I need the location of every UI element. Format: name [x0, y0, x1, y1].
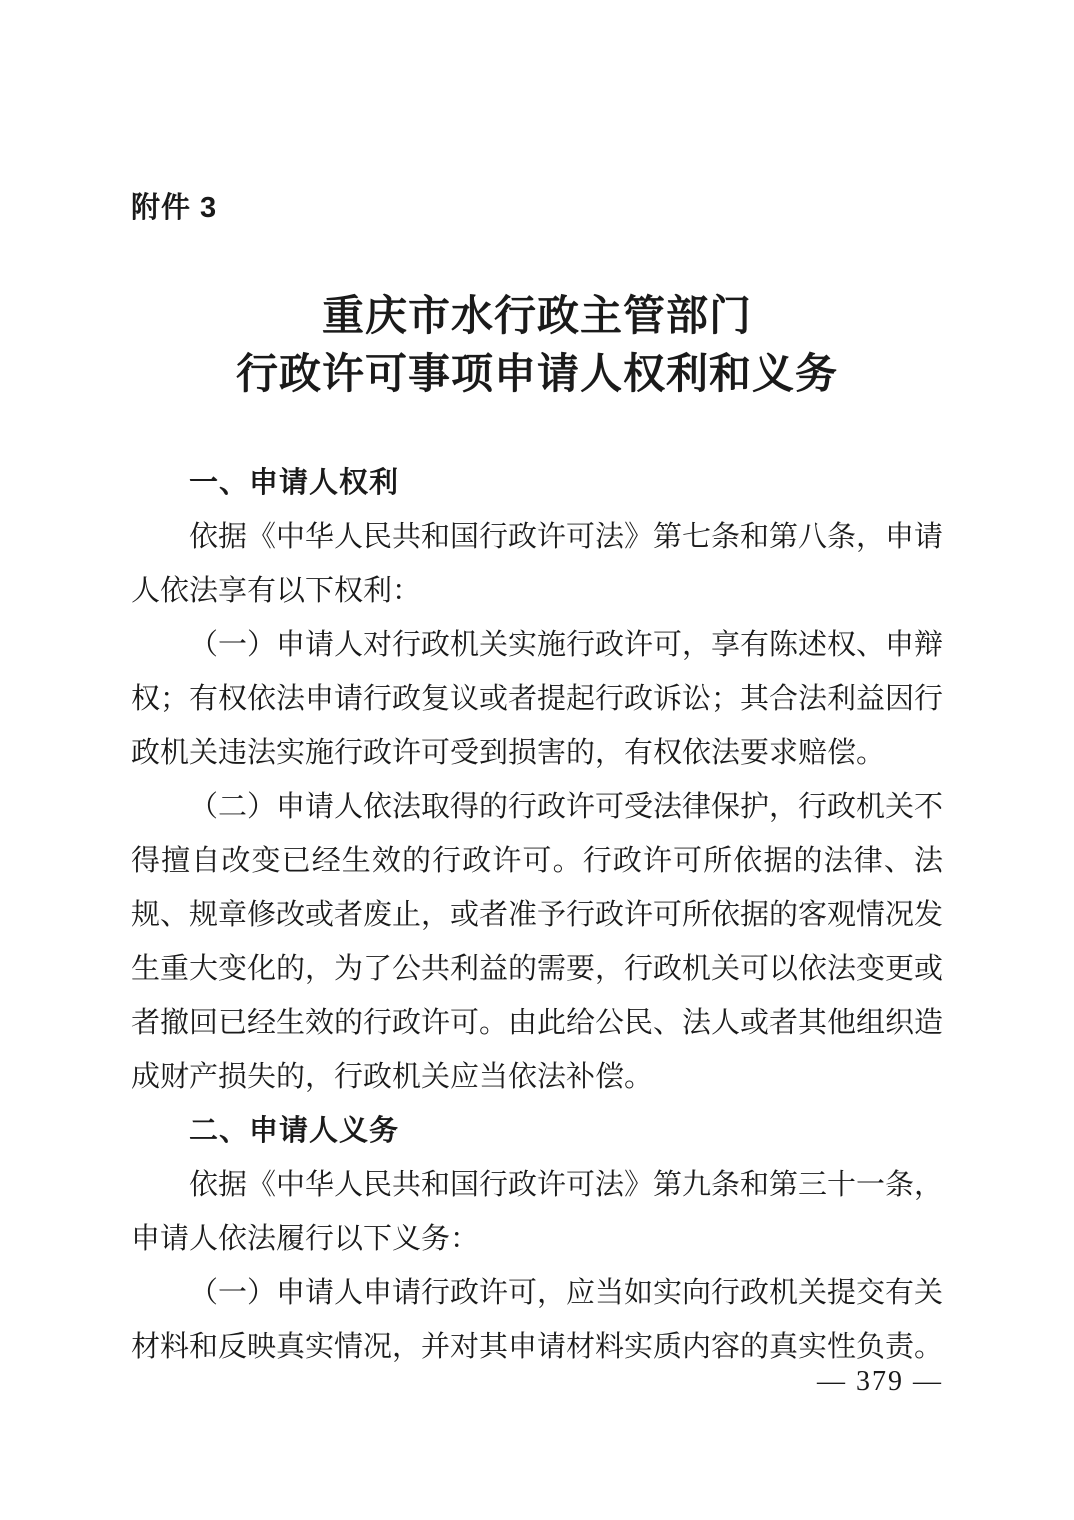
paragraph-rights-item-1: （一）申请人对行政机关实施行政许可，享有陈述权、申辩权；有权依法申请行政复议或者提起行政诉讼；其合法利益因行政机关违法实施行政许可受到损害的，有权依法要求赔偿。	[131, 629, 944, 769]
page-number: — 379 —	[817, 1366, 943, 1397]
title-line-1: 重庆市水行政主管部门	[321, 294, 752, 340]
document-title	[131, 288, 943, 404]
section-heading-applicant-obligations: 二、申请人义务	[189, 1115, 400, 1147]
section-heading-applicant-rights: 一、申请人权利	[189, 467, 400, 499]
paragraph-rights-item-2: （二）申请人依法取得的行政许可受法律保护，行政机关不得擅自改变已经生效的行政许可。行政许可所依据的法律、法规、规章修改或者废止，或者准予行政许可所依据的客观情况发生重大变化的，为了公共利益的需要，行政机关可以依法变更或者撤回已经生效的行政许可。由此给公民、法人或者其他组织造成财产损失的，行政机关应当依法补偿。	[131, 791, 944, 1093]
attachment-label: 附件 3	[131, 192, 218, 224]
paragraph-obligations-intro: 依据《中华人民共和国行政许可法》第九条和第三十一条，申请人依法履行以下义务：	[131, 1169, 944, 1255]
paragraph-rights-intro: 依据《中华人民共和国行政许可法》第七条和第八条，申请人依法享有以下权利：	[131, 521, 944, 607]
title-line-2: 行政许可事项申请人权利和义务	[235, 352, 838, 398]
paragraph-obligations-item-1: （一）申请人申请行政许可，应当如实向行政机关提交有关材料和反映真实情况，并对其申请材料实质内容的真实性负责。	[131, 1277, 944, 1363]
